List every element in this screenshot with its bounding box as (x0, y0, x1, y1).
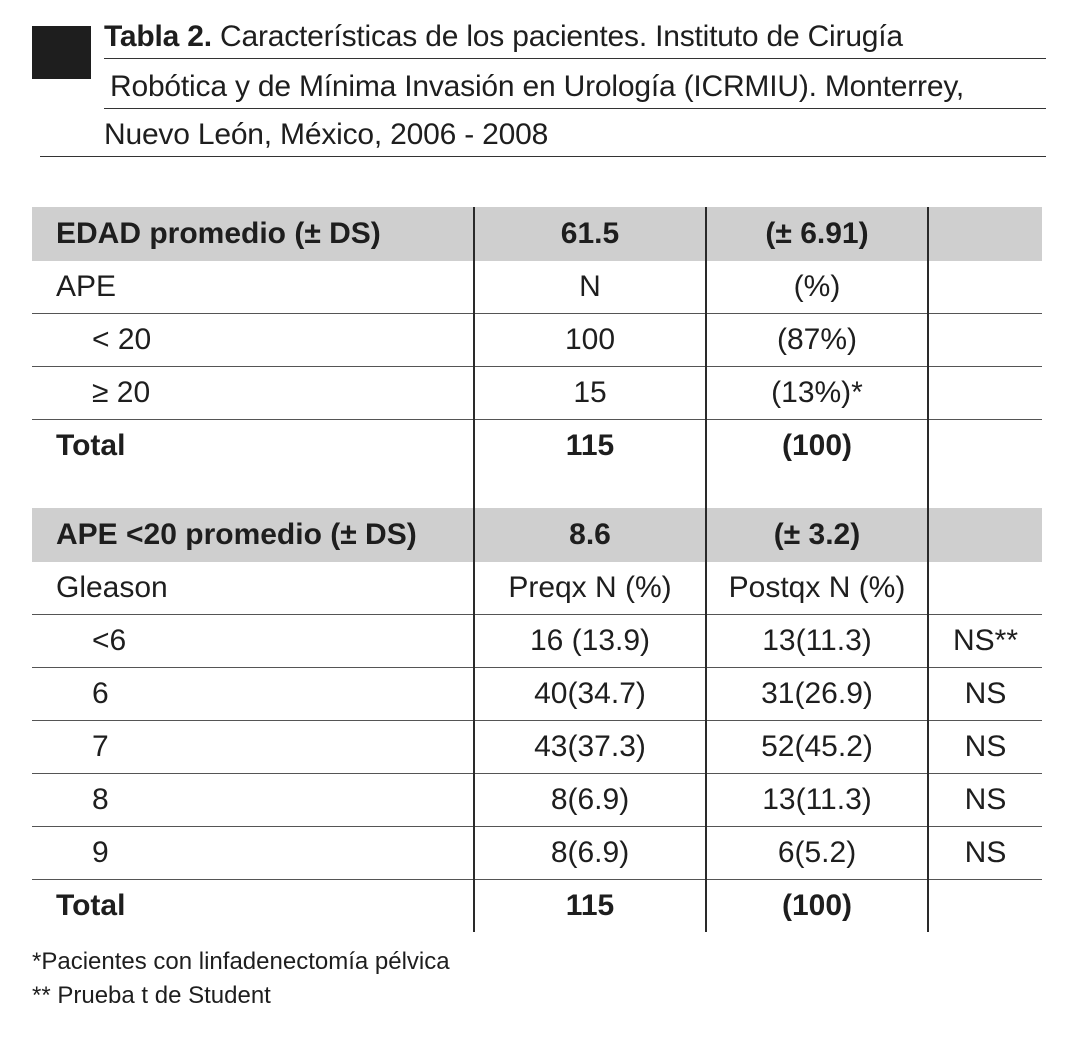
cell: NS (928, 721, 1042, 774)
cell (928, 420, 1042, 473)
section2-header-row (32, 508, 1042, 562)
section1-total-row (32, 420, 1042, 473)
cell: ≥ 20 (32, 367, 474, 420)
cell: 115 (474, 420, 706, 473)
cell: 31(26.9) (706, 668, 928, 721)
cell: 9 (32, 827, 474, 880)
cell: (%) (706, 261, 928, 314)
spacer-row (32, 472, 1042, 508)
caption-line-2: Robótica y de Mínima Invasión en Urología (ICRMIU). Monterrey, (110, 70, 965, 103)
table-row (32, 774, 1042, 827)
cell: 100 (474, 314, 706, 367)
cell: Total (56, 889, 126, 922)
caption-line-3: Nuevo León, México, 2006 - 2008 (104, 118, 549, 151)
footnote-lymphadenectomy: *Pacientes con linfadenectomía pélvica (32, 948, 450, 975)
cell (928, 508, 1042, 562)
cell: 8.6 (474, 508, 706, 562)
table-row (32, 314, 1042, 367)
table-row (32, 615, 1042, 668)
section2-total-row (32, 880, 1042, 933)
cell: 13(11.3) (706, 615, 928, 668)
cell: 16 (13.9) (474, 615, 706, 668)
cell: APE (32, 261, 474, 314)
table-row (32, 562, 1042, 615)
cell: (100) (706, 880, 928, 933)
caption-square-marker (32, 26, 91, 79)
cell (928, 880, 1042, 933)
cell: 6(5.2) (706, 827, 928, 880)
table-row (32, 827, 1042, 880)
cell: <6 (32, 615, 474, 668)
cell (928, 207, 1042, 261)
cell: Preqx N (%) (474, 562, 706, 615)
table-row (32, 721, 1042, 774)
cell: Postqx N (%) (706, 562, 928, 615)
table-caption (0, 0, 1066, 160)
table-row (32, 668, 1042, 721)
cell: APE <20 promedio (± DS) (32, 508, 474, 562)
cell: 52(45.2) (706, 721, 928, 774)
caption-line-1 (104, 20, 903, 54)
caption-rule-2 (104, 108, 1046, 109)
cell: NS (928, 774, 1042, 827)
cell: NS (928, 827, 1042, 880)
cell: 115 (474, 880, 706, 933)
cell: Gleason (32, 562, 474, 615)
cell: N (474, 261, 706, 314)
caption-rule-3 (40, 156, 1046, 157)
cell: Total (56, 429, 126, 462)
cell: 8(6.9) (474, 774, 706, 827)
cell: (± 3.2) (706, 508, 928, 562)
cell: 40(34.7) (474, 668, 706, 721)
cell: NS** (928, 615, 1042, 668)
cell: < 20 (32, 314, 474, 367)
cell: 8(6.9) (474, 827, 706, 880)
cell: (100) (706, 420, 928, 473)
cell: (87%) (706, 314, 928, 367)
caption-text-1: Características de los pacientes. Instituto de Cirugía (211, 20, 903, 53)
cell: (13%)* (706, 367, 928, 420)
patients-table (32, 207, 1042, 932)
cell: 43(37.3) (474, 721, 706, 774)
cell (928, 562, 1042, 615)
cell: 15 (474, 367, 706, 420)
section1-header-row (32, 207, 1042, 261)
table-row (32, 261, 1042, 314)
cell (928, 367, 1042, 420)
footnote-student-t: ** Prueba t de Student (32, 982, 271, 1009)
cell: (± 6.91) (706, 207, 928, 261)
cell: 8 (32, 774, 474, 827)
table-row (32, 367, 1042, 420)
caption-label: Tabla 2. (104, 20, 212, 53)
caption-rule-1 (104, 58, 1046, 59)
cell (928, 261, 1042, 314)
cell: 7 (32, 721, 474, 774)
cell: 6 (32, 668, 474, 721)
cell: NS (928, 668, 1042, 721)
cell: 61.5 (474, 207, 706, 261)
cell (928, 314, 1042, 367)
cell: 13(11.3) (706, 774, 928, 827)
cell: EDAD promedio (± DS) (32, 207, 474, 261)
